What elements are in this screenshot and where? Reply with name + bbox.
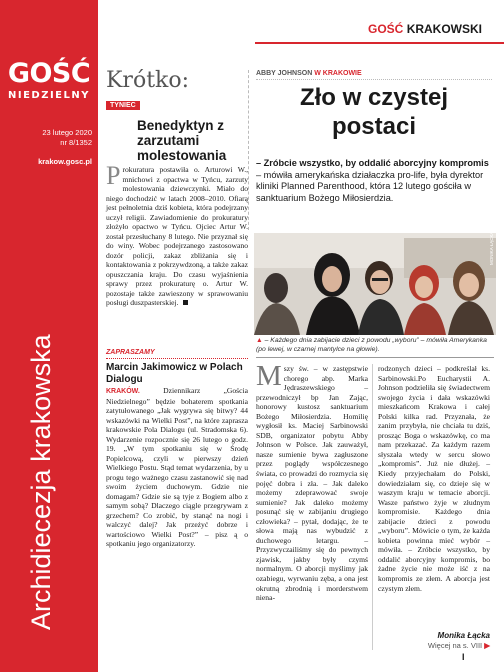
- brief-tag: TYNIEC: [106, 101, 140, 110]
- event-headline: Marcin Jakimowicz w Polach Dialogu: [106, 362, 243, 385]
- caption-triangle-icon: ▲: [256, 337, 263, 344]
- article-dropcap: M: [256, 360, 282, 392]
- event-body: [106, 386, 248, 549]
- brief-headline: Benedyktyn z zarzutami molestowania: [137, 118, 227, 163]
- article-column-1: [256, 360, 368, 603]
- header-brand-krakowski: KRAKOWSKI: [406, 22, 483, 36]
- event-text: Dziennikarz „Gościa Niedzielnego” będzie bohaterem spotkania zatytułowanego „Jak wygrywa się bitwy? 44 wskazówki na Wielki Post”, na które zaprasza krakowskie Pola Dialogu (ul. Stradomska 6). Wydarzenie rozpocznie się 26 lutego o godz. 19. „W tym spotkaniu się w Środę Popielcową, czyli w pierwszy dzień Wielkiego Postu. Stąd temat wydarzenia, by u progu tego ważnego czasu zastanowić się nad swoim życiem duchowym. Gdzie nie domagam? Gdzie sie są tyje z Bogiem albo z samym sobą? Dlaczego ciągle przegrywam z grzechem? Co zrobić, by stanąć na nogi i walczyć dalej? Jak przeżyć dobrze i wartościowo Wielki Post?” – pisz ą o spotkaniu jego organizatorzy.: [106, 386, 248, 548]
- event-location: KRAKÓW.: [106, 388, 140, 395]
- kicker-rule: [256, 79, 492, 80]
- header-rule: [255, 42, 504, 44]
- article-lead: [256, 158, 492, 204]
- photo-credit: MONIKA ŁĄCKA /FOTO GOŚĆ: [489, 202, 494, 265]
- caption-rule: [256, 357, 494, 358]
- article-author: Monika Łącka: [437, 631, 490, 640]
- article-headline: Zło w czystej postaci: [299, 84, 449, 140]
- page-number: I: [462, 652, 465, 662]
- header-brand: [368, 22, 482, 36]
- logo-main: GOŚĆ: [7, 58, 91, 89]
- column-divider: [248, 70, 249, 230]
- header-brand-gosc: GOŚĆ: [368, 22, 404, 36]
- website-link[interactable]: krakow.gosc.pl: [38, 157, 92, 166]
- event-tag: ZAPRASZAMY: [106, 349, 155, 356]
- see-more[interactable]: [378, 641, 490, 650]
- lead-bold: – Zróbcie wszystko, by oddalić aborcyjny kompromis: [256, 158, 489, 168]
- event-rule: [106, 358, 248, 359]
- section-title: Krótko:: [106, 68, 190, 93]
- caption-text: – Każdego dnia zabijacie dzieci z powodu „wyboru” – mówiła Amerykanka (po lewej, w czarnej mantylce na głowie).: [256, 337, 487, 353]
- issue-date: 23 lutego 2020: [42, 128, 92, 137]
- photo-caption: [256, 337, 492, 354]
- see-more-page: VIII: [470, 641, 483, 650]
- article-column-2-text: rodzonych dzieci – podkreślał ks. Sarbinowski.Po Eucharystii A. Johnson podzieliła się świadectwem swojego życia i dała wskazówki mieszkańcom Krakowa i całej Polski kilka rad. Przyznała, że zanim przybyła, nie chciała tu dziś, prosząc Boga o wskazówkę, co ma nam przekazać. Za każdym razem słyszała wtedy w sercu słowo „kompromis”. Już nie dłużej. – Kiedy przyjechałam do Polski, dowiedziałam się, co dzieje się w waszym kraju w temacie aborcji. Wasze państwo żyje w złudnym kompromisie. Każdego dnia zabijacie dzieci z powodu „wyboru”. Mówicie o tym, że każda kobieta powinna mieć wybór – mówiła. – Zróbcie wszystko, by oddalić aborcyjny kompromis, bo żadne życie nie może iść z na kompromis ze złem. A aborcja jest czystym złem.: [378, 364, 490, 593]
- end-mark-icon: [183, 300, 188, 305]
- see-more-arrow-icon: ▶: [484, 641, 490, 650]
- logo-sub: NIEDZIELNY: [7, 90, 90, 101]
- brief-dropcap: P: [106, 161, 121, 190]
- article-column-1-text: szy św. – w zastępstwie chorego abp. Marka Jędraszewskiego – przewodniczył bp Jan Zając, honorowy kustosz sanktuarium Bożego Miłosierdzia. Homilię wygłosił ks. Maciej Sarbinowski SDB, organizator pobytu Abby Johnson w Polsce. Jak zauważył, nasze sumienie bywa zagłuszone przez poglądy współczesnego świata, co prowadzi do rozmycia się pojęć dobra i zła. – Jak daleko możemy zdeprawować swoje sumienie? Jak daleko możemy posunąć się w zabijaniu drugiego człowieka? – pytał, dodając, że te słowa mają nas wybudzić z duchowego letargu. – Przyzwyczailiśmy się do pewnych zjawisk, jakby były czymś normalnym. O aborcji myślimy jak ozabiegu, wyrwaniu zęba, a ona jest okrutną zbrodnią i morderstwem niena-: [256, 364, 368, 603]
- brief-body: [106, 161, 248, 308]
- section-vertical-title: Archidiecezja krakowska: [26, 334, 56, 630]
- lead-rest: – mówiła amerykańska działaczka pro-life, była dyrektor kliniki Planned Parenthood, która 12 lutego gościła w sanktuarium Bożego Miłosierdzia.: [256, 169, 484, 203]
- article-column-2: [378, 364, 490, 593]
- brief-text: rokuratura postawiła o. Arturowi W., mnichowi z opactwa w Tyńcu, zarzuty molestowania dziewczynki. Miało do niego dochodzić w latach 2008–2010. Ofiarą jest pełnoletnia dziś kobieta, która podejrzany uczył religii. Zawiadomienie do prokuratury złożyło opactwo w Tyńcu. Ojciec Artur W. został przesłuchany 8 lutego. Nie przyznał się do winy. Wobec podejrzanego zastosowano dozór policji, zakaz zbliżania się i kontaktowania z pokrzywdzoną, a także zakaz opuszczania kraju. Do czasu wyjaśnienia sprawy przez prokuraturę o. Artur W. pozostaje także zawieszony w sprawowaniu posługi duszpasterskiej.: [106, 165, 248, 307]
- column-separator: [372, 364, 373, 650]
- issue-info: [6, 128, 92, 148]
- logo: [6, 60, 92, 101]
- see-more-label: Więcej na s.: [427, 641, 469, 650]
- article-photo: [254, 233, 496, 335]
- kicker-author: ABBY JOHNSON: [256, 70, 313, 77]
- article-kicker: [256, 70, 362, 77]
- kicker-place: W KRAKOWIE: [314, 70, 362, 77]
- photo-illustration: [254, 233, 496, 335]
- issue-number: nr 8/1352: [60, 138, 92, 147]
